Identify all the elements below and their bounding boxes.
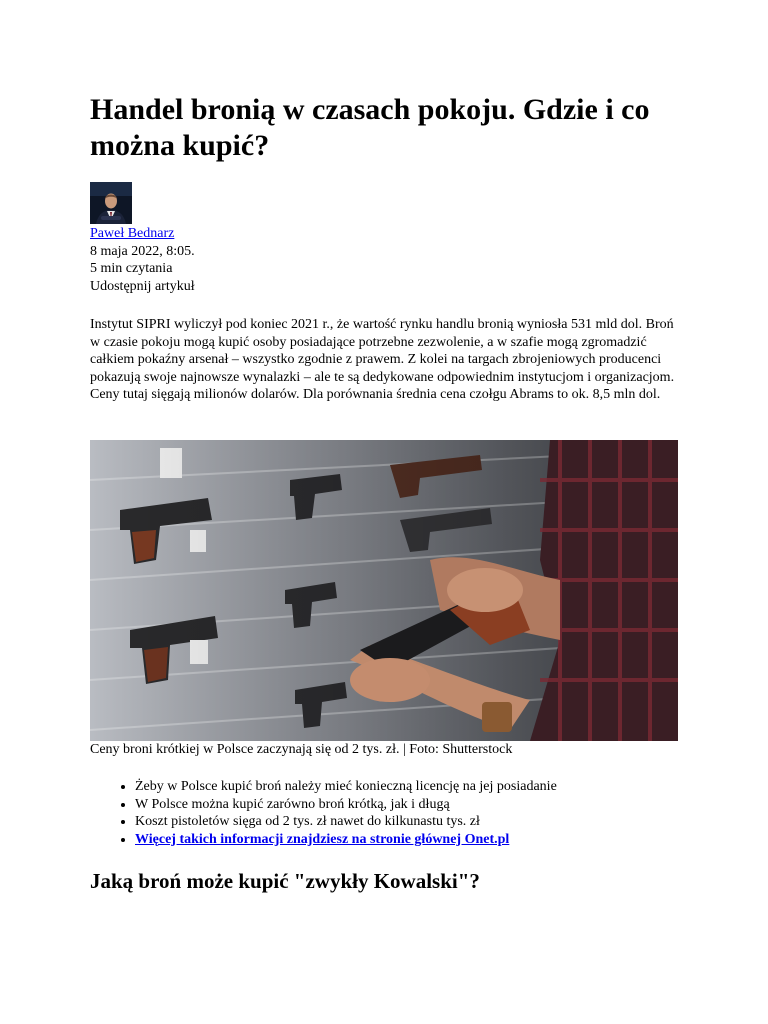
author-portrait-image — [90, 182, 132, 224]
publish-date: 8 maja 2022, 8:05. — [90, 243, 195, 259]
author-avatar[interactable] — [90, 182, 132, 224]
section-heading: Jaką broń może kupić "zwykły Kowalski"? — [90, 869, 480, 893]
key-point: • W Polsce można kupić zarówno broń krótką, jak i długą — [135, 796, 695, 814]
read-time: 5 min czytania — [90, 261, 173, 277]
key-point-link-item — [135, 831, 695, 849]
key-points-list — [90, 778, 695, 848]
article-meta — [90, 225, 195, 295]
onet-homepage-link[interactable]: Więcej takich informacji znajdziesz na stronie głównej Onet.pl — [135, 831, 510, 847]
key-point: • Koszt pistoletów sięga od 2 tys. zł nawet do kilkunastu tys. zł — [135, 813, 695, 831]
image-caption: Ceny broni krótkiej w Polsce zaczynają się od 2 tys. zł. | Foto: Shutterstock — [90, 742, 513, 757]
article-photo — [90, 440, 678, 741]
author-link[interactable]: Paweł Bednarz — [90, 226, 175, 241]
article-lead: Instytut SIPRI wyliczył pod koniec 2021 r., że wartość rynku handlu bronią wyniosła 531 mld dol. Broń w czasie pokoju mogą kupić osoby posiadające potrzebne zezwolenie, a w szafie mogą zgromadzić całkiem pokaźny arsenał – wszystko zgodnie z prawem. Z kolei na targach zbrojeniowych producenci pokazują swoje najnowsze wynalazki – ale te są dedykowane odpowiednim instytucjom i organizacjom. Ceny tutaj sięgają milionów dolarów. Dla porównania średnia cena czołgu Abrams to ok. 8,5 mln dol. — [90, 317, 675, 403]
share-article[interactable]: Udostępnij artykuł — [90, 278, 195, 294]
gun-shop-photo — [90, 440, 678, 741]
key-point: • Żeby w Polsce kupić broń należy mieć konieczną licencję na jej posiadanie — [135, 778, 695, 796]
article-title: Handel bronią w czasach pokoju. Gdzie i co można kupić? — [90, 93, 650, 162]
